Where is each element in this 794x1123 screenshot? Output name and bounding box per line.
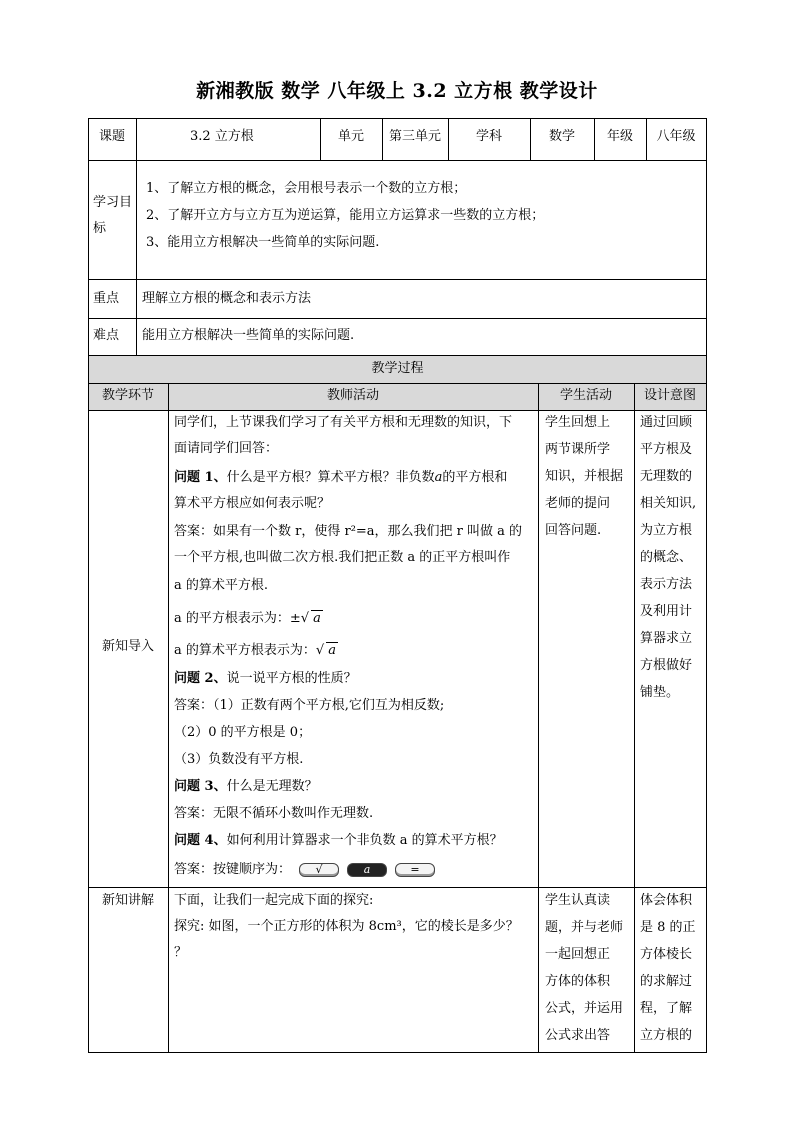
text-line: 同学们，上节课我们学习了有关平方根和无理数的知识，下 <box>174 415 513 430</box>
sqrt-radicand: a <box>313 611 321 626</box>
text-line: 下面，让我们一起完成下面的探究: <box>174 893 374 908</box>
question-text: 什么是平方根？算术平方根？非负数 <box>226 470 435 485</box>
text-line: 通过回顾 <box>640 415 693 430</box>
text-line: 体会体积 <box>640 893 693 908</box>
question-text: 说一说平方根的性质？ <box>226 671 357 686</box>
text-line: 老师的提问 <box>545 496 611 511</box>
document-title: 新湘教版 数学 八年级上 3.2 立方根 教学设计 <box>196 80 598 102</box>
grade-label: 年级 <box>606 129 633 144</box>
unit-value: 第三单元 <box>388 129 441 144</box>
text-line: 学生回想上 <box>545 415 611 430</box>
question-line <box>174 828 503 854</box>
text-line: 知识，并根据 <box>545 469 624 484</box>
question-label: 问题 2、 <box>174 671 227 686</box>
text-line: 答案：（1）正数有两个平方根,它们互为相反数; <box>174 698 445 713</box>
text-line: 答案：如果有一个数 r，使得 r²=a，那么我们把 r 叫做 a 的 <box>174 524 523 539</box>
text-line: 平方根及 <box>640 442 693 457</box>
question-label: 问题 1、 <box>174 470 227 485</box>
text-line: 相关知识, <box>640 496 697 511</box>
unit-label: 单元 <box>337 129 364 144</box>
text-line: （3）负数没有平方根. <box>174 752 304 767</box>
column-header-stage: 教学环节 <box>101 388 154 403</box>
text-line: 表示方法 <box>640 577 693 592</box>
text-line: 方体棱长 <box>640 947 693 962</box>
text-line: 的求解过 <box>640 974 693 989</box>
text-line: ？ <box>174 945 188 960</box>
grade-value: 八年级 <box>656 129 696 144</box>
text-line: 的概念、 <box>640 550 693 565</box>
goals-label: 学习目标 <box>93 195 133 236</box>
text-line: a 的算术平方根. <box>174 578 269 593</box>
calculator-variable-key-icon: a <box>347 863 387 877</box>
question-text: 什么是无理数？ <box>226 779 318 794</box>
question-text: 的平方根和 <box>442 470 508 485</box>
text-line: 答案：无限不循环小数叫作无理数. <box>174 806 374 821</box>
question-label: 问题 4、 <box>174 833 227 848</box>
formula-line <box>174 638 338 664</box>
formula-text: a 的平方根表示为：± <box>174 611 301 626</box>
goal-item: 1、了解立方根的概念，会用根号表示一个数的立方根； <box>146 181 467 196</box>
text-line: 一个平方根,也叫做二次方根.我们把正数 a 的正平方根叫作 <box>174 550 511 565</box>
text-line: 方根做好 <box>640 658 693 673</box>
sqrt-radicand: a <box>328 643 336 658</box>
subject-label: 学科 <box>475 129 502 144</box>
text-line: 一起回想正 <box>545 947 611 962</box>
text-line: 为立方根 <box>640 523 693 538</box>
text-line: 回答问题. <box>545 523 602 538</box>
text-line: 两节课所学 <box>545 442 611 457</box>
column-header-intent: 设计意图 <box>643 388 696 403</box>
variable: a <box>434 470 443 485</box>
column-header-teacher: 教师活动 <box>326 388 379 403</box>
text-line: 及利用计 <box>640 604 693 619</box>
goal-item: 3、能用立方根解决一些简单的实际问题. <box>146 235 380 250</box>
sqrt-sign-icon: √ <box>300 611 310 626</box>
difficulty-value: 能用立方根解决一些简单的实际问题. <box>142 328 355 343</box>
formula-line <box>174 606 323 632</box>
text-line: 无理数的 <box>640 469 693 484</box>
subject-value: 数学 <box>548 129 575 144</box>
column-header-student: 学生活动 <box>559 388 612 403</box>
text-line: 是 8 的正 <box>640 920 696 935</box>
text-line: （2）0 的平方根是 0； <box>174 725 312 740</box>
text-line: 公式，并运用 <box>545 1001 624 1016</box>
text-line: 程，了解 <box>640 1001 693 1016</box>
answer-keys-line <box>174 857 435 883</box>
goal-item: 2、了解开立方与立方互为逆运算，能用立方运算求一些数的立方根； <box>146 208 545 223</box>
sqrt-sign-icon: √ <box>315 643 325 658</box>
question-line <box>174 465 507 491</box>
text-line: 题，并与老师 <box>545 920 624 935</box>
question-line <box>174 666 357 692</box>
difficulty-label: 难点 <box>93 328 120 343</box>
text-line: 学生认真读 <box>545 893 611 908</box>
text-line: 答案：按键顺序为： <box>174 862 292 877</box>
question-label: 问题 3、 <box>174 779 227 794</box>
text-line: 铺垫。 <box>640 685 680 700</box>
lesson-label: 课题 <box>98 129 125 144</box>
text-line: 算术平方根应如何表示呢？ <box>174 496 331 511</box>
text-line: 公式求出答 <box>545 1028 611 1043</box>
process-title: 教学过程 <box>371 361 424 376</box>
key-point-value: 理解立方根的概念和表示方法 <box>142 291 312 306</box>
calculator-equals-key-icon: = <box>395 863 435 877</box>
text-line: 面请同学们回答： <box>174 441 279 456</box>
text-line: 方体的体积 <box>545 974 611 989</box>
text-line: 探究: 如图，一个正方形的体积为 8cm³，它的棱长是多少？ <box>174 919 519 934</box>
formula-text: a 的算术平方根表示为： <box>174 643 316 658</box>
text-line: 立方根的 <box>640 1028 693 1043</box>
text-line: 算器求立 <box>640 631 693 646</box>
lesson-value: 3.2 立方根 <box>190 129 254 144</box>
calculator-sqrt-key-icon: √ <box>299 863 339 877</box>
key-point-label: 重点 <box>93 291 120 306</box>
stage-label: 新知讲解 <box>101 893 154 908</box>
stage-label: 新知导入 <box>101 639 154 654</box>
question-line <box>174 774 318 800</box>
question-text: 如何利用计算器求一个非负数 a 的算术平方根？ <box>226 833 503 848</box>
